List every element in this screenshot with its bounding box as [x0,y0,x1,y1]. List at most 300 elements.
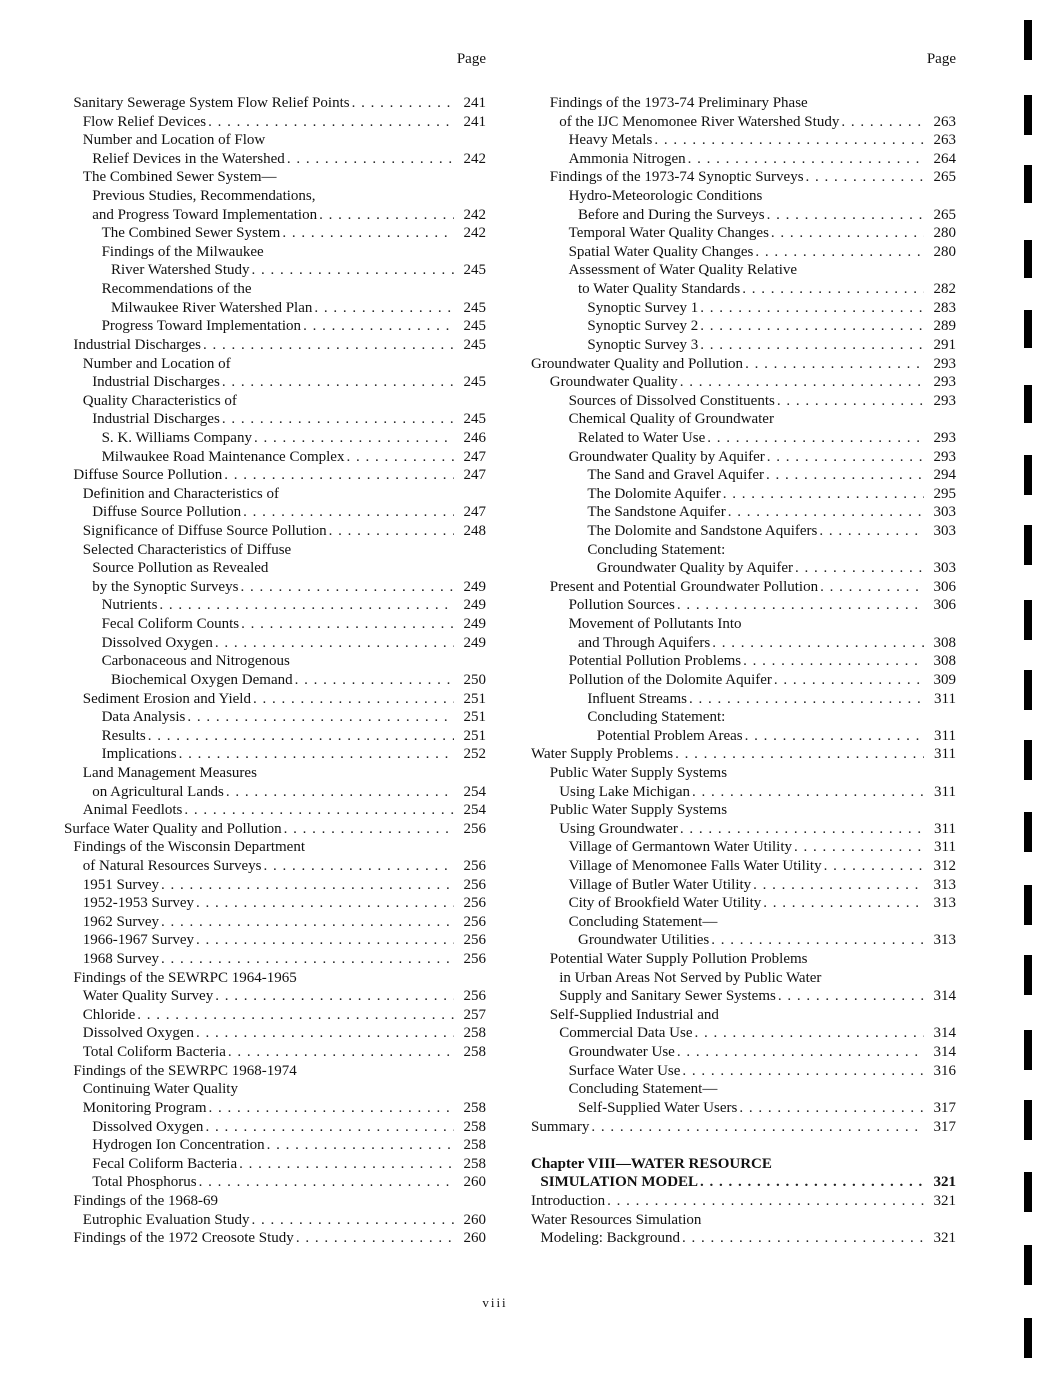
toc-entry-page-number: 311 [934,746,956,763]
registration-mark [1024,165,1032,203]
toc-entry[interactable] [64,876,486,895]
toc-entry-title: Water Quality Survey [82,988,214,1005]
toc-entry-title: Progress Toward Implementation [101,318,302,335]
toc-entry[interactable] [64,280,486,299]
dot-leader [159,596,454,615]
dot-leader [824,857,924,876]
toc-entry-title: Eutrophic Evaluation Study [82,1211,250,1228]
toc-entry[interactable] [531,1043,956,1062]
toc-entry-title: Modeling: Background [540,1230,680,1247]
dot-leader [675,745,924,764]
dot-leader [222,410,454,429]
dot-leader [208,113,454,132]
toc-entry-page-number: 263 [933,113,956,130]
toc-entry-page-number: 293 [933,429,956,446]
toc-entry-title: City of Brookfield Water Utility [568,895,762,912]
dot-leader [841,113,924,132]
toc-entry-page-number: 317 [933,1118,956,1135]
toc-entry-title: Selected Characteristics of Diffuse [82,541,292,558]
toc-entry-page-number: 280 [933,243,956,260]
toc-entry-page-number: 313 [933,932,956,949]
dot-leader [303,317,454,336]
toc-entry-page-number: 303 [933,523,956,540]
toc-entry[interactable] [64,1229,486,1248]
toc-entry-title: River Watershed Study [111,262,250,279]
toc-entry[interactable] [64,392,486,411]
toc-entry[interactable] [531,1118,956,1137]
toc-entry[interactable] [64,224,486,243]
toc-entry[interactable] [64,187,486,206]
toc-entry[interactable] [64,1062,486,1081]
toc-spacer [531,1136,956,1155]
dot-leader [226,783,454,802]
toc-entry-title: The Sandstone Aquifer [587,504,726,521]
toc-entry-title: Diffuse Source Pollution [92,504,242,521]
toc-entry-title: Water Supply Problems [531,746,674,763]
toc-entry[interactable] [531,485,956,504]
registration-mark [1024,1245,1032,1285]
toc-column-left [64,50,486,1248]
toc-entry[interactable] [531,1062,956,1081]
toc-entry[interactable] [531,894,956,913]
toc-entry-page-number: 283 [933,299,956,316]
dot-leader [239,1155,454,1174]
toc-entry-title: Using Groundwater [559,820,678,837]
toc-entry[interactable] [64,857,486,876]
toc-entry-title: of the IJC Menomonee River Watershed Study [559,113,840,130]
toc-entry[interactable] [531,615,956,634]
toc-entry[interactable] [531,1229,956,1248]
toc-entry-title: Chemical Quality of Groundwater [568,411,774,428]
toc-entry-title: Milwaukee Road Maintenance Complex [101,448,345,465]
toc-entry[interactable] [64,299,486,318]
toc-entry[interactable] [64,1080,486,1099]
toc-entry[interactable] [64,615,486,634]
toc-entry-title: Dissolved Oxygen [92,1118,204,1135]
toc-entry-title: Groundwater Utilities [578,932,710,949]
toc-entry-page-number: 260 [463,1211,486,1228]
toc-entry[interactable] [531,317,956,336]
toc-entry-title: Dissolved Oxygen [101,634,213,651]
dot-leader [795,559,924,578]
dot-leader [252,261,455,280]
dot-leader [820,578,924,597]
toc-entry[interactable] [64,578,486,597]
toc-entry-page-number: 260 [463,1174,486,1191]
toc-entry[interactable] [64,652,486,671]
toc-entry-page-number: 251 [463,727,486,744]
dot-leader [251,1211,454,1230]
toc-entry[interactable] [531,187,956,206]
dot-leader [184,801,454,820]
toc-entry-title: in Urban Areas Not Served by Public Water [559,969,822,986]
toc-entry[interactable] [64,1192,486,1211]
dot-leader [591,1118,924,1137]
toc-entry[interactable] [64,150,486,169]
toc-entry[interactable] [531,280,956,299]
toc-entry-page-number: 293 [933,355,956,372]
toc-entry-page-number: 311 [934,839,956,856]
toc-entry-title: Findings of the SEWRPC 1968-1974 [73,1062,297,1079]
toc-entry-page-number: 282 [933,281,956,298]
dot-leader [728,503,924,522]
toc-entry-page-number: 312 [933,857,956,874]
toc-entry-title: Milwaukee River Watershed Plan [111,299,313,316]
toc-entry-page-number: 260 [463,1230,486,1247]
toc-entry[interactable] [531,820,956,839]
toc-entry-page-number: 256 [463,913,486,930]
dot-leader [222,373,454,392]
dot-leader [777,392,924,411]
toc-entry[interactable] [64,410,486,429]
toc-entry[interactable] [64,485,486,504]
toc-entry[interactable] [64,1136,486,1155]
dot-leader [767,448,924,467]
toc-entry[interactable] [64,969,486,988]
toc-entry[interactable] [531,727,956,746]
toc-entry[interactable] [64,355,486,374]
dot-leader [654,131,924,150]
toc-entry[interactable] [531,1024,956,1043]
toc-entry-page-number: 242 [463,206,486,223]
toc-entry[interactable] [531,392,956,411]
toc-entry-title: Recommendations of the [101,281,252,298]
toc-entry[interactable] [64,764,486,783]
toc-entry-title: Biochemical Oxygen Demand [111,671,293,688]
toc-entry[interactable] [531,969,956,988]
toc-entry-title: 1966-1967 Survey [82,932,195,949]
dot-leader [682,1229,924,1248]
toc-entry-page-number: 314 [933,988,956,1005]
toc-entry-page-number: 293 [933,374,956,391]
dot-leader [243,503,454,522]
toc-entry-title: Introduction [531,1192,606,1209]
toc-entry-page-number: 258 [463,1137,486,1154]
toc-entry[interactable] [531,299,956,318]
toc-entry-title: Using Lake Michigan [559,783,690,800]
toc-entry-title: Fecal Coliform Bacteria [92,1155,238,1172]
toc-entry-title: SIMULATION MODEL [540,1174,699,1191]
toc-entry[interactable] [531,448,956,467]
toc-entry-title: Groundwater Quality by Aquifer [568,448,765,465]
page-column-header: Page [926,51,956,67]
toc-entry[interactable] [531,1173,956,1192]
toc-entry-page-number: 263 [933,132,956,149]
toc-entry[interactable] [64,131,486,150]
toc-entry[interactable] [531,429,956,448]
toc-entry[interactable] [531,1080,956,1099]
toc-entry-page-number: 242 [463,150,486,167]
toc-entry-page-number: 249 [463,578,486,595]
toc-entry-title: Village of Butler Water Utility [568,876,752,893]
toc-entry[interactable] [64,448,486,467]
toc-entry-title: Heavy Metals [568,132,653,149]
toc-entry[interactable] [64,801,486,820]
toc-entry[interactable] [64,168,486,187]
toc-entry[interactable] [64,745,486,764]
toc-entry[interactable] [531,987,956,1006]
toc-entry[interactable] [531,634,956,653]
toc-entry[interactable] [531,1006,956,1025]
toc-entry-title: The Combined Sewer System— [82,169,277,186]
toc-entry-page-number: 241 [463,95,486,111]
dot-leader [161,913,454,932]
toc-entry-page-number: 249 [463,634,486,651]
toc-entry[interactable] [64,373,486,392]
toc-entry[interactable] [64,690,486,709]
toc-entry[interactable] [531,94,956,113]
toc-entry-title: Diffuse Source Pollution [73,467,223,484]
toc-entry[interactable] [64,1024,486,1043]
dot-leader [745,727,924,746]
toc-entry[interactable] [64,671,486,690]
toc-entry-page-number: 321 [933,1174,956,1191]
toc-entry-title: Synoptic Survey 1 [587,299,699,316]
toc-entry[interactable] [64,1118,486,1137]
toc-entry-page-number: 258 [463,1155,486,1172]
toc-entry[interactable] [531,708,956,727]
toc-entry-title: 1968 Survey [82,951,160,968]
toc-entry[interactable] [64,503,486,522]
toc-entry-title: Synoptic Survey 3 [587,336,699,353]
toc-entry[interactable] [531,596,956,615]
toc-entry-title: Relief Devices in the Watershed [92,150,285,167]
toc-entry-title: Spatial Water Quality Changes [568,243,754,260]
dot-leader [215,987,454,1006]
dot-leader [700,336,924,355]
toc-entry-title: and Progress Toward Implementation [92,206,318,223]
toc-entry-page-number: 294 [933,467,956,484]
toc-entry-title: Village of Germantown Water Utility [568,839,792,856]
toc-entry[interactable] [64,336,486,355]
toc-entry-page-number: 256 [463,895,486,912]
toc-entry[interactable] [64,1173,486,1192]
toc-entry[interactable] [531,876,956,895]
dot-leader [254,429,454,448]
toc-entry-title: Nutrients [101,597,158,614]
toc-entry[interactable] [64,429,486,448]
toc-entry[interactable] [531,559,956,578]
toc-entry[interactable] [531,206,956,225]
toc-entry-title: Flow Relief Devices [82,113,207,130]
dot-leader [203,336,454,355]
toc-entry[interactable] [64,1043,486,1062]
toc-entry[interactable] [531,913,956,932]
toc-entry-page-number: 306 [933,597,956,614]
toc-entry[interactable] [64,466,486,485]
toc-entry-title: Continuing Water Quality [82,1081,238,1098]
toc-entry[interactable] [531,522,956,541]
toc-entry[interactable] [531,1099,956,1118]
toc-entry-page-number: 258 [463,1044,486,1061]
dot-leader [607,1192,924,1211]
toc-entry[interactable] [64,783,486,802]
toc-entry-title: Commercial Data Use [559,1025,693,1042]
toc-entry-title: Groundwater Use [568,1044,675,1061]
toc-entry[interactable] [64,113,486,132]
dot-leader [209,1099,454,1118]
dot-leader [314,299,454,318]
toc-entry-title: Sanitary Sewerage System Flow Relief Points [73,95,350,111]
toc-entry-title: Hydro-Meteorologic Conditions [568,188,763,205]
toc-entry[interactable] [531,950,956,969]
toc-entry-title: of Natural Resources Surveys [82,857,262,874]
dot-leader [745,355,924,374]
toc-entry-page-number: 247 [463,448,486,465]
toc-entry-page-number: 256 [463,876,486,893]
toc-entry-title: The Combined Sewer System [101,225,281,242]
toc-entry[interactable] [64,950,486,969]
toc-entry-page-number: 280 [933,225,956,242]
toc-entry[interactable] [531,355,956,374]
toc-entry[interactable] [64,243,486,262]
toc-entry-title: Water Resources Simulation [531,1211,702,1228]
toc-entry-title: Hydrogen Ion Concentration [92,1137,265,1154]
toc-entry[interactable] [531,652,956,671]
toc-entry[interactable] [64,206,486,225]
toc-entry[interactable] [64,596,486,615]
toc-entry-page-number: 308 [933,634,956,651]
dot-leader [766,466,924,485]
toc-entry[interactable] [64,1006,486,1025]
toc-entry-title: Present and Potential Groundwater Pollution [549,578,819,595]
toc-entry[interactable] [531,336,956,355]
toc-entry[interactable] [64,931,486,950]
registration-mark [1024,670,1032,710]
registration-mark [1024,955,1032,995]
dot-leader [241,615,454,634]
toc-entry[interactable] [531,373,956,392]
toc-entry-title: 1951 Survey [82,876,160,893]
toc-entry[interactable] [531,150,956,169]
toc-entry-page-number: 311 [934,820,956,837]
toc-entry-title: Before and During the Surveys [578,206,765,223]
toc-entry-page-number: 295 [933,485,956,502]
toc-entry[interactable] [64,987,486,1006]
registration-mark [1024,1030,1032,1070]
toc-entry-title: Findings of the 1973-74 Synoptic Surveys [549,169,804,186]
toc-entry[interactable] [531,503,956,522]
dot-leader [296,1229,454,1248]
toc-entry[interactable] [64,913,486,932]
toc-entry[interactable] [531,541,956,560]
toc-entry[interactable] [531,1211,956,1230]
toc-entry-title: 1952-1953 Survey [82,895,195,912]
toc-entry[interactable] [531,131,956,150]
toc-entry[interactable] [531,690,956,709]
toc-entry[interactable] [64,820,486,839]
toc-entry[interactable] [531,838,956,857]
dot-leader [228,1043,454,1062]
toc-entry[interactable] [64,1211,486,1230]
toc-entry[interactable] [531,671,956,690]
toc-entry-title: Temporal Water Quality Changes [568,225,769,242]
toc-entry-page-number: 306 [933,578,956,595]
toc-entry-page-number: 251 [463,690,486,707]
toc-entry-title: Animal Feedlots [82,802,183,819]
dot-leader [137,1006,454,1025]
dot-leader [329,522,454,541]
toc-entry[interactable] [531,578,956,597]
toc-entry-page-number: 254 [463,783,486,800]
toc-entry-title: Public Water Supply Systems [549,764,728,781]
dot-leader [767,206,924,225]
toc-entry-title: Public Water Supply Systems [549,802,728,819]
toc-entry-page-number: 303 [933,504,956,521]
toc-entry[interactable] [531,745,956,764]
toc-entry[interactable] [64,708,486,727]
toc-entry[interactable] [64,522,486,541]
dot-leader [215,634,454,653]
toc-entry[interactable] [531,1192,956,1211]
toc-entry[interactable] [64,1155,486,1174]
dot-leader [267,1136,454,1155]
toc-entry[interactable] [531,1155,956,1174]
toc-entry[interactable] [64,541,486,560]
toc-entry[interactable] [531,931,956,950]
toc-entry-page-number: 254 [463,802,486,819]
toc-entry[interactable] [64,559,486,578]
dot-leader [711,931,924,950]
toc-entry[interactable] [64,894,486,913]
dot-leader [680,373,924,392]
toc-entry-title: Concluding Statement: [587,709,726,726]
scan-registration-marks [1020,0,1036,1379]
toc-entry-title: Sediment Erosion and Yield [82,690,251,707]
dot-leader [712,634,924,653]
toc-entry-page-number: 303 [933,560,956,577]
toc-entry[interactable] [64,317,486,336]
toc-entry[interactable] [64,261,486,280]
toc-entry[interactable] [531,857,956,876]
toc-entry-title: Concluding Statement— [568,913,718,930]
toc-entry-title: Monitoring Program [82,1099,207,1116]
toc-entry-title: Previous Studies, Recommendations, [92,188,316,205]
dot-leader [689,690,924,709]
toc-entries-left [64,94,486,1248]
toc-entry-title: Carbonaceous and Nitrogenous [101,653,290,670]
toc-entry[interactable] [531,764,956,783]
toc-entry[interactable] [531,168,956,187]
toc-entry[interactable] [64,1099,486,1118]
toc-entry-page-number: 289 [933,318,956,335]
toc-entry[interactable] [531,224,956,243]
toc-entry[interactable] [531,113,956,132]
toc-entry[interactable] [531,783,956,802]
toc-entry[interactable] [64,727,486,746]
toc-entry[interactable] [531,466,956,485]
toc-entry-page-number: 245 [463,262,486,279]
registration-mark [1024,310,1032,348]
toc-entry[interactable] [531,261,956,280]
toc-entry-title: Potential Pollution Problems [568,653,742,670]
dot-leader [253,690,454,709]
dot-leader [692,783,924,802]
toc-entry-title: Number and Location of [82,355,231,372]
registration-mark [1024,600,1032,640]
toc-entry-page-number: 245 [463,318,486,335]
toc-entry-title: Groundwater Quality and Pollution [531,355,744,372]
toc-entry[interactable] [64,838,486,857]
toc-entry-title: Related to Water Use [578,429,706,446]
toc-entry[interactable] [64,94,486,113]
registration-mark [1024,1100,1032,1140]
toc-entry-title: Findings of the Milwaukee [101,243,264,260]
toc-entry[interactable] [531,410,956,429]
toc-entry[interactable] [64,634,486,653]
toc-entry[interactable] [531,801,956,820]
toc-entry[interactable] [531,243,956,262]
